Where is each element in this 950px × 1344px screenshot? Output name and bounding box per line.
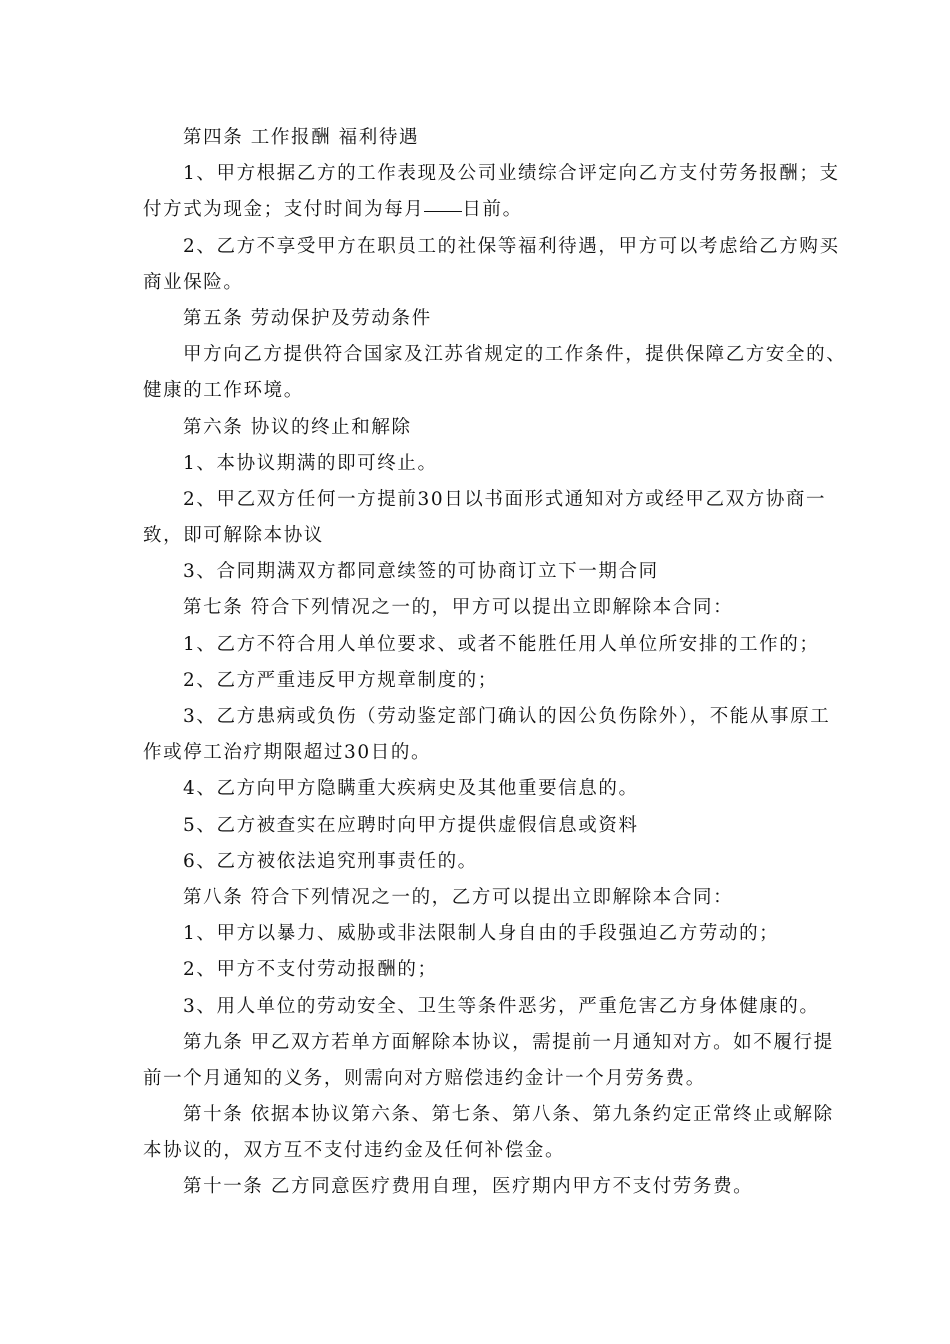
text-line xyxy=(143,952,833,988)
line-text: 致，即可解除本协议 xyxy=(143,525,324,547)
text-line xyxy=(143,916,833,952)
text-line xyxy=(143,337,847,373)
line-text: 第四条 工作报酬 福利待遇 xyxy=(183,127,420,148)
line-text: 本协议的，双方互不支付违约金及任何补偿金。 xyxy=(143,1140,566,1162)
text-line xyxy=(143,590,833,626)
text-line xyxy=(143,554,833,590)
text-line xyxy=(143,192,833,228)
text-line xyxy=(143,989,833,1025)
line-text: 甲方向乙方提供符合国家及江苏省规定的工作条件，提供保障乙方安全的、 xyxy=(183,344,847,366)
line-text: 第五条 劳动保护及劳动条件 xyxy=(183,307,432,329)
line-text: 第十条 依据本协议第六条、第七条、第八条、第九条约定正常终止或解除 xyxy=(183,1104,834,1126)
line-text: 5、乙方被查实在应聘时向甲方提供虚假信息或资料 xyxy=(183,814,639,836)
line-text: 3、用人单位的劳动安全、卫生等条件恶劣，严重危害乙方身体健康的。 xyxy=(183,995,820,1017)
text-line xyxy=(143,1025,833,1061)
text-line xyxy=(143,156,840,192)
text-line xyxy=(143,771,833,807)
line-text: 健康的工作环境。 xyxy=(143,380,304,402)
line-text: 2、甲方不支付劳动报酬的； xyxy=(183,959,438,981)
line-text: 付方式为现金；支付时间为每月 xyxy=(143,199,425,221)
line-text: 商业保险。 xyxy=(143,271,244,293)
text-line xyxy=(143,120,833,156)
line-text: 4、乙方向甲方隐瞒重大疾病史及其他重要信息的。 xyxy=(183,778,639,800)
line-suffix: 日前。 xyxy=(462,199,523,221)
line-text: 1、甲方以暴力、威胁或非法限制人身自由的手段强迫乙方劳动的； xyxy=(183,923,780,945)
line-text: 作或停工治疗期限超过30日的。 xyxy=(143,742,432,764)
line-text: 前一个月通知的义务，则需向对方赔偿违约金计一个月劳务费。 xyxy=(143,1067,706,1089)
line-text: 2、乙方不享受甲方在职员工的社保等福利待遇，甲方可以考虑给乙方购买 xyxy=(183,235,840,257)
line-text: 2、乙方严重违反甲方规章制度的； xyxy=(183,669,498,691)
line-text: 第十一条 乙方同意医疗费用自理，医疗期内甲方不支付劳务费。 xyxy=(183,1176,754,1198)
text-line xyxy=(143,518,833,554)
text-line xyxy=(143,880,833,916)
text-line xyxy=(143,699,833,735)
text-line xyxy=(143,265,833,301)
line-text: 3、合同期满双方都同意续签的可协商订立下一期合同 xyxy=(183,561,659,583)
text-line xyxy=(143,1133,833,1169)
text-line xyxy=(143,301,833,337)
line-text: 第六条 协议的终止和解除 xyxy=(183,416,412,438)
text-line xyxy=(143,844,833,880)
document-body xyxy=(143,120,847,1206)
fill-in-blank xyxy=(424,193,462,212)
line-text: 第八条 符合下列情况之一的，乙方可以提出立即解除本合同： xyxy=(183,886,734,908)
text-line xyxy=(143,1169,833,1205)
text-line xyxy=(143,1061,833,1097)
line-text: 第九条 甲乙双方若单方面解除本协议，需提前一月通知对方。如不履行提 xyxy=(183,1031,834,1053)
text-line xyxy=(143,410,833,446)
text-line xyxy=(143,627,833,663)
text-line xyxy=(143,229,840,265)
text-line xyxy=(143,735,833,771)
line-text: 第七条 符合下列情况之一的，甲方可以提出立即解除本合同： xyxy=(183,597,734,619)
line-text: 1、甲方根据乙方的工作表现及公司业绩综合评定向乙方支付劳务报酬；支 xyxy=(183,163,840,185)
text-line xyxy=(143,808,833,844)
text-line xyxy=(143,663,833,699)
line-text: 2、甲乙双方任何一方提前30日以书面形式通知对方或经甲乙双方协商一 xyxy=(183,488,827,510)
line-text: 3、乙方患病或负伤（劳动鉴定部门确认的因公负伤除外），不能从事原工 xyxy=(183,706,831,727)
text-line xyxy=(143,373,833,409)
text-line xyxy=(143,446,833,482)
text-line xyxy=(143,482,833,518)
line-text: 6、乙方被依法追究刑事责任的。 xyxy=(183,850,478,872)
line-text: 1、本协议期满的即可终止。 xyxy=(183,452,438,474)
text-line xyxy=(143,1097,833,1133)
line-text: 1、乙方不符合用人单位要求、或者不能胜任用人单位所安排的工作的； xyxy=(183,633,820,655)
